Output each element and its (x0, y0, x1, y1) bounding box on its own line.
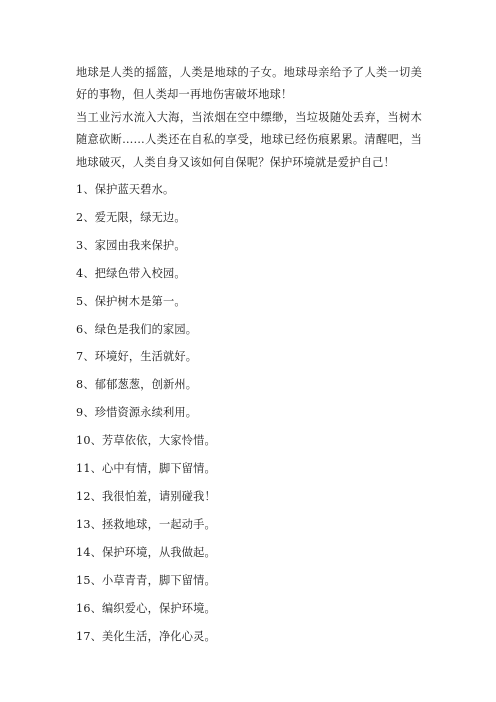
list-item: 16、编织爱心，保护环境。 (76, 601, 216, 615)
list-item: 8、郁郁葱葱，创新州。 (76, 378, 198, 392)
list-item: 7、环境好，生活就好。 (76, 350, 198, 364)
list-item: 9、珍惜资源永续利用。 (76, 406, 198, 420)
intro-paragraph-2: 当工业污水流入大海，当浓烟在空中缥缈，当垃圾随处丢弃，当树木随意砍断……人类还在自私的享受，地球已经伤痕累累。清醒吧，当地球破灭，人类自身又该如何自保呢？保护环境就是爱护自己！ (76, 110, 422, 169)
list-item: 6、绿色是我们的家园。 (76, 322, 198, 336)
list-item: 17、美化生活，净化心灵。 (76, 629, 216, 643)
list-item: 14、保护环境，从我做起。 (76, 545, 216, 559)
intro-paragraph-1: 地球是人类的摇篮，人类是地球的子女。地球母亲给予了人类一切美好的事物，但人类却一再地伤害破坏地球！ (76, 66, 422, 102)
document-body (76, 62, 422, 653)
list-item: 10、芳草依依，大家怜惜。 (76, 434, 216, 448)
list-item: 1、保护蓝天碧水。 (76, 183, 175, 197)
slogan-list (76, 179, 422, 648)
list-item: 11、心中有情，脚下留情。 (76, 462, 216, 476)
list-item: 13、拯救地球，一起动手。 (76, 517, 216, 531)
list-item: 5、保护树木是第一。 (76, 294, 186, 308)
list-item: 12、我很怕羞，请别碰我！ (76, 490, 216, 503)
list-item: 15、小草青青，脚下留情。 (76, 573, 216, 587)
list-item: 3、家园由我来保护。 (76, 238, 186, 252)
list-item: 2、爱无限，绿无边。 (76, 210, 186, 224)
list-item: 4、把绿色带入校园。 (76, 266, 186, 280)
